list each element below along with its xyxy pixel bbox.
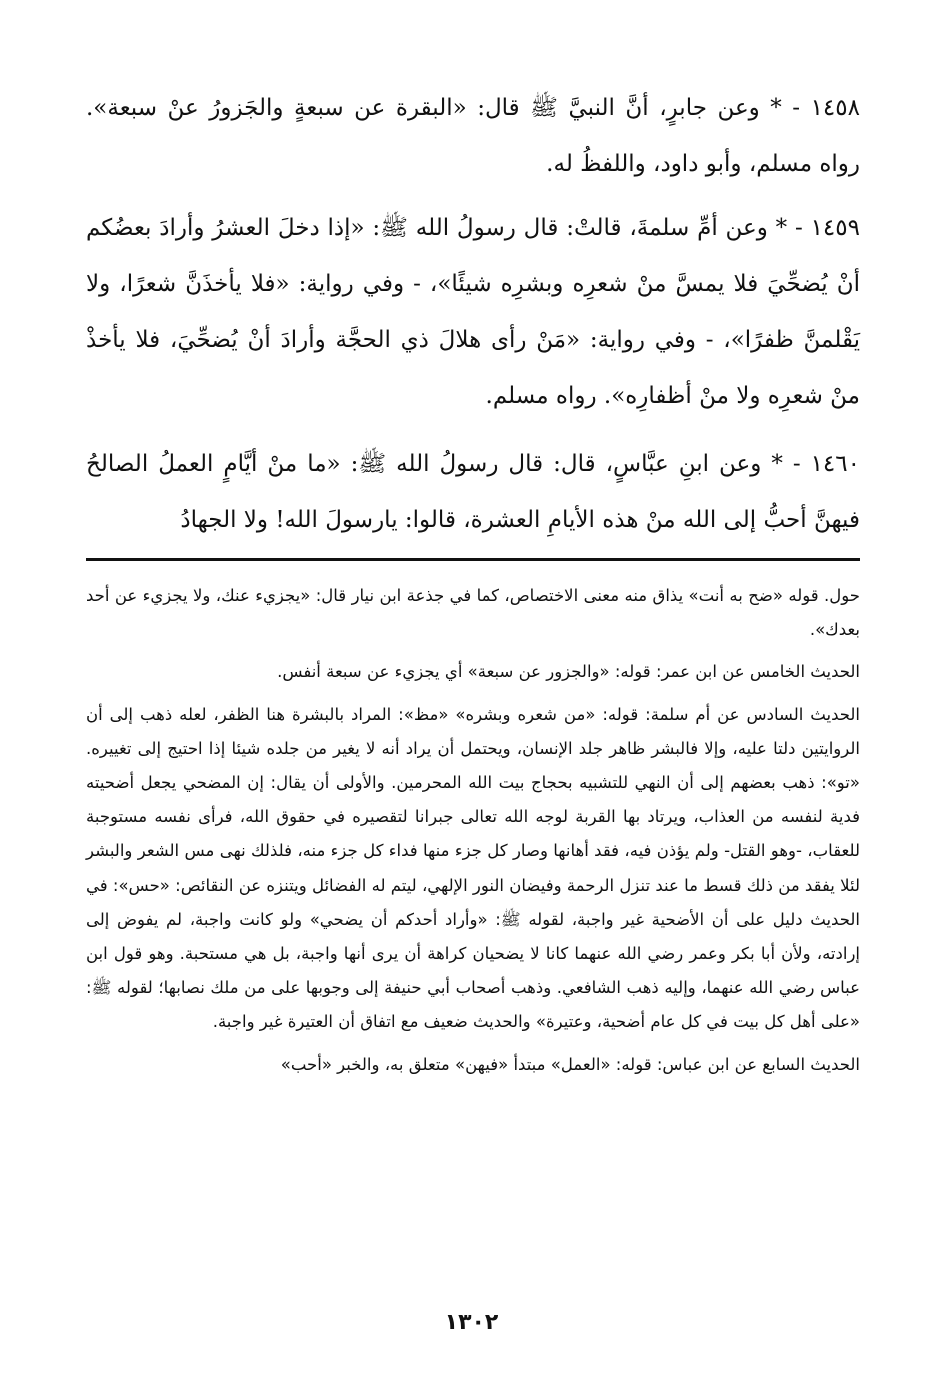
hadith-1460: ١٤٦٠ - * وعن ابنِ عبَّاسٍ، قال: قال رسولُ الله ﷺ: «ما منْ أيَّامٍ العملُ الصالحُ فيهنَّ أحبُّ إلى الله منْ هذه الأيامِ العشرة، قالوا: يارسولَ الله! ولا الجهادُ bbox=[86, 451, 860, 533]
hadith-text-section bbox=[86, 80, 860, 548]
commentary-paragraph: الحديث الخامس عن ابن عمر: قوله: «والجزور عن سبعة» أي يجزيء عن سبعة أنفس. bbox=[277, 662, 860, 682]
commentary-paragraph: حول. قوله «ضح به أنت» يذاق منه معنى الاختصاص، كما في جذعة ابن نيار قال: «يجزيء عنك، ولا يجزيء عن أحد بعدك». bbox=[86, 586, 860, 640]
hadith-1458: ١٤٥٨ - * وعن جابرٍ، أنَّ النبيَّ ﷺ قال: «البقرة عن سبعةٍ والجَزورُ عنْ سبعة». رواه مسلم، وأبو داود، واللفظُ له. bbox=[86, 95, 860, 177]
page-number: ١٣٠٢ bbox=[444, 1310, 499, 1335]
commentary-section bbox=[86, 579, 860, 1082]
commentary-paragraph: الحديث السابع عن ابن عباس: قوله: «العمل» مبتدأ «فيهن» متعلق به، والخبر «أحب» bbox=[280, 1054, 860, 1074]
hadith-1459: ١٤٥٩ - * وعن أمِّ سلمةَ، قالتْ: قال رسولُ الله ﷺ: «إذا دخلَ العشرُ وأرادَ بعضُكم أنْ يُضحِّيَ فلا يمسَّ منْ شعرِه وبشرِه شيئًا»، - وفي رواية: «فلا يأخذَنَّ شعرًا، ولا يَقْلمنَّ ظفرًا»، - وفي رواية: «مَنْ رأى هلالَ ذي الحجَّة وأرادَ أنْ يُضحِّيَ، فلا يأخذْ منْ شعرِه ولا منْ أظفارِه». رواه مسلم. bbox=[86, 215, 860, 409]
commentary-paragraph: الحديث السادس عن أم سلمة: قوله: «من شعره وبشره» «مظ»: المراد بالبشرة هنا الظفر، لعله ذهب إلى أن الروايتين دلتا عليه، وإلا فالبشر ظاهر جلد الإنسان، ويحتمل أن يراد أنه لا يغير من جلده شيئا إذا احتيج إلى تغييره. «تو»: ذهب بعضهم إلى أن النهي للتشبيه بحجاج بيت الله المحرمين. والأولى أن يقال: إن المضحي يجعل أضحيته فدية لنفسه من العذاب، ويرتاد بها القربة لوجه الله تعالى جبرانا لتقصيره في حقوق الله، فرأى نفسه مستوجبة للعقاب، -وهو القتل- ولم يؤذن فيه، فقد أهانها وصار كل جزء منها فداء كل جزء منه، فلذلك نهى مس الشعر والبشر لئلا يفقد من ذلك قسط ما عند تنزل الرحمة وفيضان النور الإلهي، ليتم له الفضائل ويتنزه عن النقائص: «حس»: في الحديث دليل على أن الأضحية غير واجبة، لقوله ﷺ: «وأراد أحدكم أن يضحي» ولو كانت واجبة، لم يفوض إلى إرادته، ولأن أبا بكر وعمر رضي الله عنهما كانا لا يضحيان كراهة أن يرى أنها واجبة، بل هي مستحبة. وهو قول ابن عباس رضي الله عنهما، وإليه ذهب الشافعي. وذهب أصحاب أبي حنيفة إلى وجوبها على من ملك نصابها؛ لقوله ﷺ: «على أهل كل بيت في كل عام أضحية، وعتيرة» والحديث ضعيف مع اتفاق أن العتيرة غير واجبة. bbox=[86, 704, 860, 1032]
book-page bbox=[86, 80, 860, 1090]
footnote-separator bbox=[86, 558, 860, 561]
